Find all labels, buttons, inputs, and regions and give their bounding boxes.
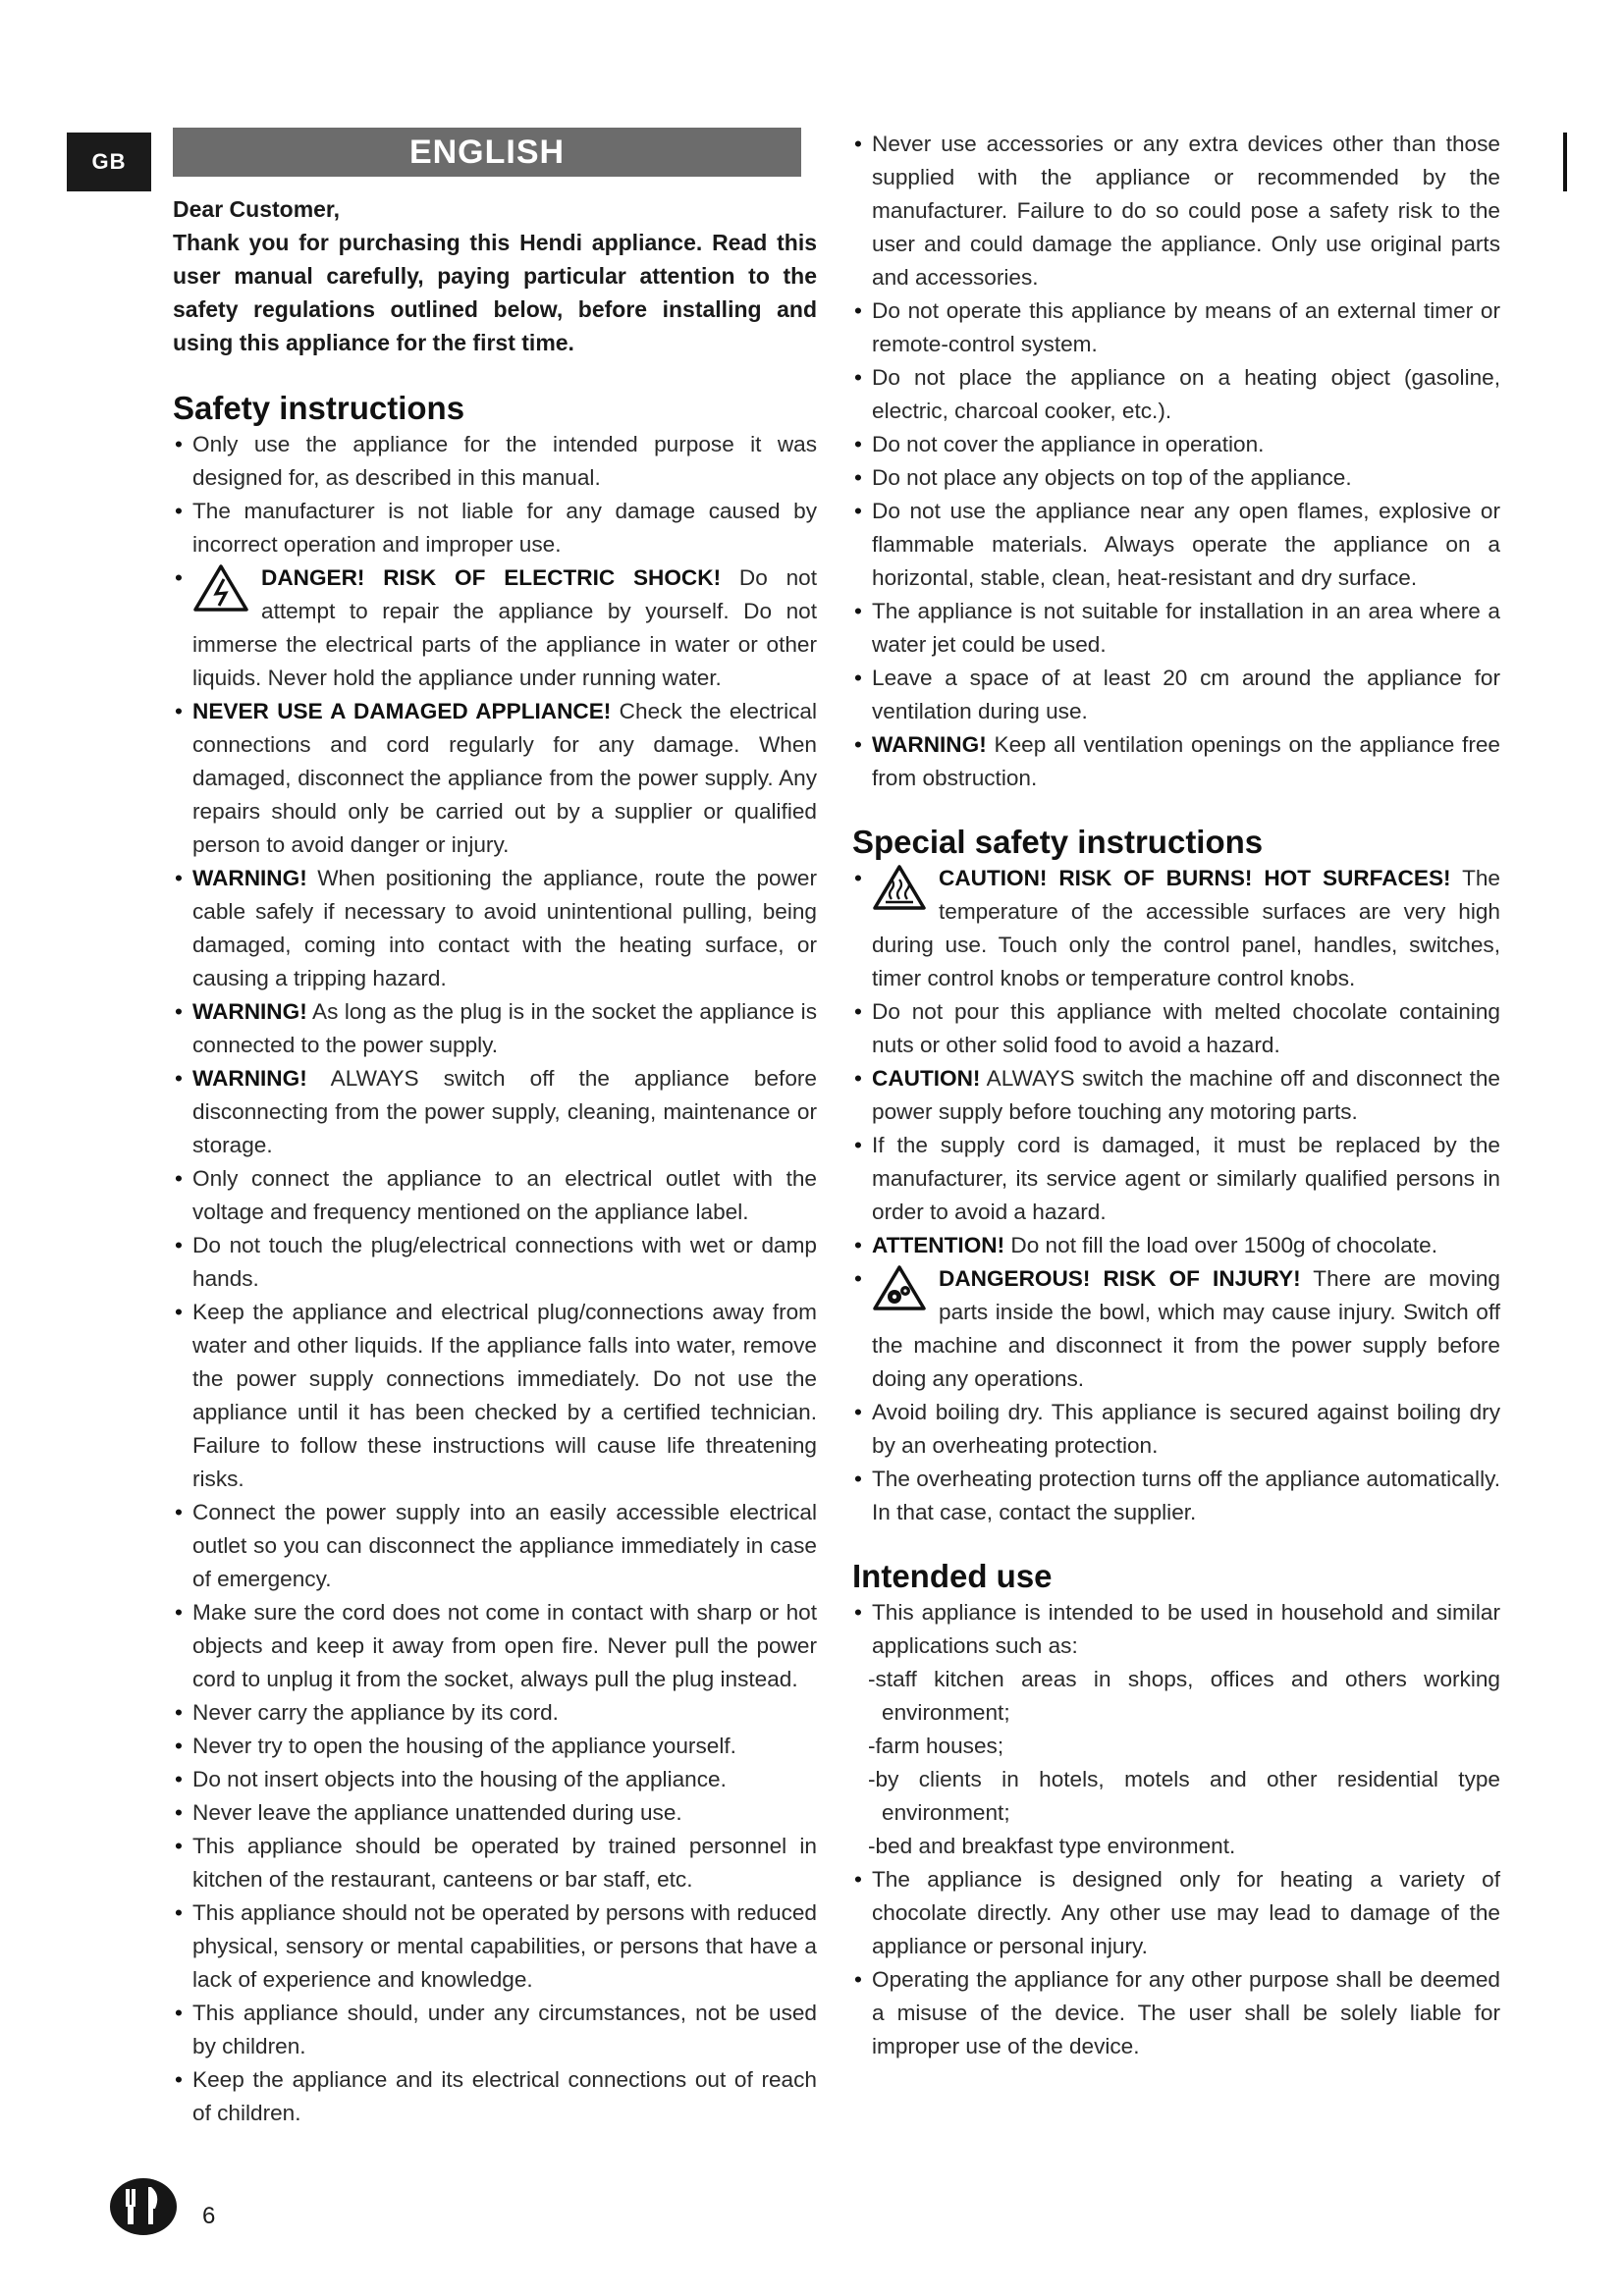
list-item: • This appliance should not be operated by persons with reduced physical, sensory or mental capabilities, or persons that have a lack of experience and knowledge. [173,1896,817,1997]
list-item: • CAUTION! ALWAYS switch the machine off and disconnect the power supply before touching any motoring parts. [852,1062,1500,1129]
right-column [852,128,1500,2063]
list-item: • DANGEROUS! RISK OF INJURY! There are moving parts inside the bowl, which may cause injury. Switch off the machine and disconnect it from the power supply before doing any operations. [852,1262,1500,1396]
sub-list-item: -by clients in hotels, motels and other residential type environment; [868,1767,1500,1825]
list-item: • CAUTION! RISK OF BURNS! HOT SURFACES! The temperature of the accessible surfaces are very high during use. Touch only the control panel, handles, switches, timer control knobs or temperature control knobs. [852,862,1500,995]
margin-rule [1563,133,1567,191]
list-item: • The manufacturer is not liable for any damage caused by incorrect operation and improper use. [173,495,817,561]
list-item: • Avoid boiling dry. This appliance is secured against boiling dry by an overheating protection. [852,1396,1500,1463]
list-item: • NEVER USE A DAMAGED APPLIANCE! Check the electrical connections and cord regularly for any damage. When damaged, disconnect the appliance from the power supply. Any repairs should only be carried out by a supplier or qualified person to avoid danger or injury. [173,695,817,862]
list-item: • Never leave the appliance unattended during use. [173,1796,817,1830]
list-item: • Keep the appliance and electrical plug/connections away from water and other liquids. If the appliance falls into water, remove the power supply connections immediately. Do not use the appliance until it has been checked by a certified technician. Failure to follow these instructions will cause life threatening risks. [173,1296,817,1496]
list-item: • Do not insert objects into the housing of the appliance. [173,1763,817,1796]
section-title-bar: ENGLISH [173,128,801,177]
list-item: • WARNING! Keep all ventilation openings on the appliance free from obstruction. [852,728,1500,795]
list-item: • ATTENTION! Do not fill the load over 1500g of chocolate. [852,1229,1500,1262]
hot-surface-warning-icon [872,864,927,911]
greeting: Dear Customer, [173,196,341,222]
list-item: • Do not place any objects on top of the appliance. [852,461,1500,495]
intro-text: Thank you for purchasing this Hendi appliance. Read this user manual carefully, paying particular attention to the safety regulations outlined below, before installing and using this appliance for the first time. [173,230,817,355]
list-item: • The appliance is designed only for heating a variety of chocolate directly. Any other use may lead to damage of the appliance or personal injury. [852,1863,1500,1963]
list-item: • Do not operate this appliance by means of an external timer or remote-control system. [852,294,1500,361]
sub-list-item: -farm houses; [868,1734,1004,1758]
language-tab: GB [67,133,151,191]
list-item: • Operating the appliance for any other purpose shall be deemed a misuse of the device. The user shall be solely liable for improper use of the device. [852,1963,1500,2063]
list-item: • Do not touch the plug/electrical connections with wet or damp hands. [173,1229,817,1296]
list-item: • Only use the appliance for the intended purpose it was designed for, as described in this manual. [173,428,817,495]
list-item: • Never use accessories or any extra devices other than those supplied with the appliance or recommended by the manufacturer. Failure to do so could pose a safety risk to the user and could damage the appliance. Only use original parts and accessories. [852,128,1500,294]
list-item: • The appliance is not suitable for installation in an area where a water jet could be used. [852,595,1500,662]
list-item: • Never try to open the housing of the appliance yourself. [173,1730,817,1763]
list-item: • Connect the power supply into an easily accessible electrical outlet so you can disconnect the appliance immediately in case of emergency. [173,1496,817,1596]
special-safety-heading: Special safety instructions [852,824,1264,860]
list-item: • Do not cover the appliance in operation. [852,428,1500,461]
list-item: • WARNING! When positioning the appliance, route the power cable safely if necessary to avoid unintentional pulling, being damaged, coming into contact with the heating surface, or causing a tripping hazard. [173,862,817,995]
list-item: • Only connect the appliance to an electrical outlet with the voltage and frequency mentioned on the appliance label. [173,1162,817,1229]
list-item: • WARNING! ALWAYS switch off the appliance before disconnecting from the power supply, cleaning, maintenance or storage. [173,1062,817,1162]
list-item: • DANGER! RISK OF ELECTRIC SHOCK! Do not attempt to repair the appliance by yourself. Do not immerse the electrical parts of the appliance in water or other liquids. Never hold the appliance under running water. [173,561,817,695]
list-item: • Do not pour this appliance with melted chocolate containing nuts or other solid food to avoid a hazard. [852,995,1500,1062]
left-column [173,192,817,2130]
safety-list [173,428,817,2130]
special-safety-list [852,862,1500,1529]
sub-list-item: -staff kitchen areas in shops, offices and others working environment; [868,1667,1500,1725]
list-item: • Do not use the appliance near any open flames, explosive or flammable materials. Always operate the appliance on a horizontal, stable, clean, heat-resistant and dry surface. [852,495,1500,595]
list-item: • The overheating protection turns off the appliance automatically. In that case, contact the supplier. [852,1463,1500,1529]
list-item: • Make sure the cord does not come in contact with sharp or hot objects and keep it away from open fire. Never pull the power cord to unplug it from the socket, always pull the plug instead. [173,1596,817,1696]
list-item: • If the supply cord is damaged, it must be replaced by the manufacturer, its service agent or similarly qualified persons in order to avoid a hazard. [852,1129,1500,1229]
list-item: • WARNING! As long as the plug is in the socket the appliance is connected to the power supply. [173,995,817,1062]
list-item: • Keep the appliance and its electrical connections out of reach of children. [173,2063,817,2130]
page-number: 6 [202,2203,216,2229]
list-item: • This appliance is intended to be used in household and similar applications such as: [852,1596,1500,1663]
list-item: • This appliance should, under any circumstances, not be used by children. [173,1997,817,2063]
safety-list-continued [852,128,1500,795]
list-item: • Never carry the appliance by its cord. [173,1696,817,1730]
hendi-cutlery-logo [108,2177,179,2236]
list-item: • Leave a space of at least 20 cm around the appliance for ventilation during use. [852,662,1500,728]
sub-list-item: -bed and breakfast type environment. [868,1834,1236,1858]
list-item: • This appliance should be operated by trained personnel in kitchen of the restaurant, canteens or bar staff, etc. [173,1830,817,1896]
intended-use-heading: Intended use [852,1558,1053,1594]
moving-parts-warning-icon [872,1264,927,1311]
safety-heading: Safety instructions [173,390,465,426]
intended-use-list [852,1596,1500,2063]
electric-shock-warning-icon [192,563,249,613]
list-item: • Do not place the appliance on a heating object (gasoline, electric, charcoal cooker, etc.). [852,361,1500,428]
